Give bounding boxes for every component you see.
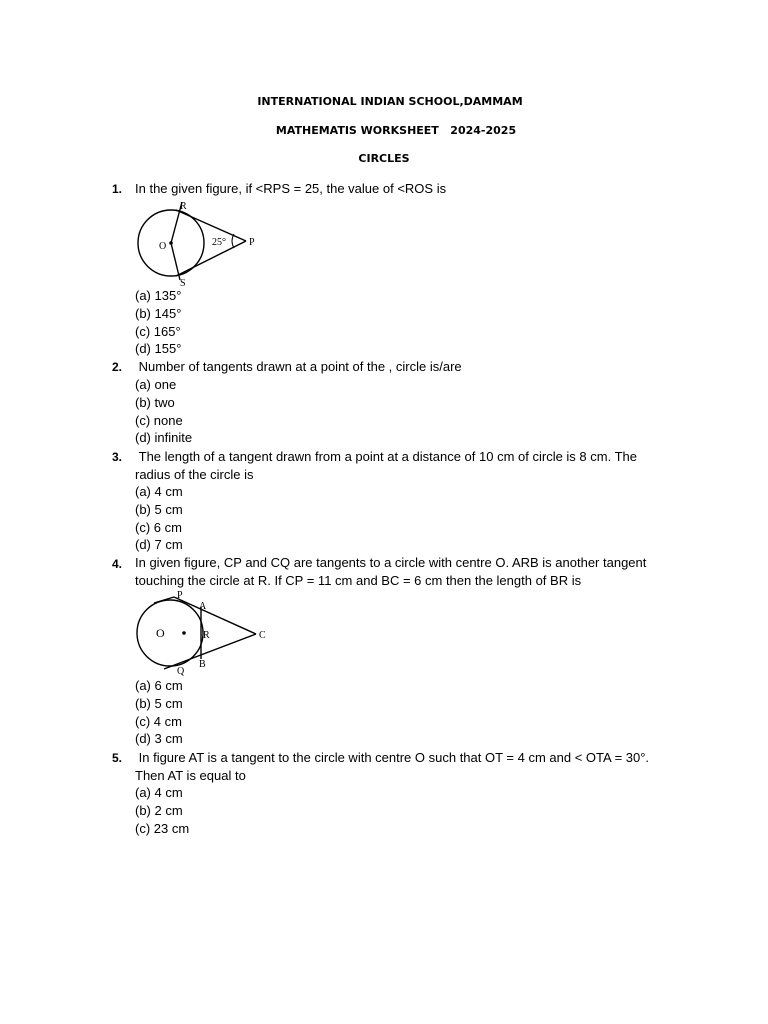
option-c: (c) 4 cm <box>135 713 182 729</box>
options-list <box>135 677 183 748</box>
options-list <box>135 784 189 837</box>
options-list <box>135 287 181 358</box>
option-b: (b) 2 cm <box>135 802 183 818</box>
label-p: P <box>249 237 255 248</box>
figure-tangents-from-p <box>134 196 274 293</box>
option-a: (a) 135° <box>135 288 182 303</box>
question-number: 1. <box>112 182 123 196</box>
circle-diagram-1 <box>134 196 274 288</box>
chapter-title: CIRCLES <box>358 152 410 165</box>
label-a: A <box>199 601 207 612</box>
option-a: (a) 4 cm <box>135 785 183 800</box>
label-r: R <box>180 201 187 212</box>
question-text: The length of a tangent drawn from a point at a distance of 10 cm of circle is 8 cm. The radius of the circle is <box>135 449 641 482</box>
question-text: In the given figure, if <RPS = 25, the value of <ROS is <box>135 181 447 196</box>
label-angle: 25° <box>212 237 226 248</box>
option-c: (c) 23 cm <box>135 820 190 836</box>
school-name: INTERNATIONAL INDIAN SCHOOL,DAMMAM <box>257 95 523 108</box>
options-list <box>135 376 192 447</box>
option-c: (c) 165° <box>135 323 181 339</box>
question-number: 5. <box>112 751 123 765</box>
question-text: In figure AT is a tangent to the circle with centre O such that OT = 4 cm and < OTA = 30°. Then AT is equal to <box>135 750 653 783</box>
question-text: In given figure, CP and CQ are tangents to a circle with centre O. ARB is another tangent touching the circle at R. If CP = 11 cm and BC = 6 cm then the length of BR is <box>135 555 650 588</box>
label-o: O <box>159 241 167 252</box>
option-a: (a) 6 cm <box>135 678 183 693</box>
label-c: C <box>259 630 266 641</box>
figure-tangents-from-c <box>134 590 274 683</box>
label-q: Q <box>177 666 185 677</box>
option-b: (b) 5 cm <box>135 501 183 517</box>
question-text: Number of tangents drawn at a point of the , circle is/are <box>135 359 462 374</box>
circle-diagram-2 <box>134 590 274 678</box>
label-r: R <box>203 630 210 641</box>
option-c: (c) none <box>135 412 183 428</box>
options-list <box>135 483 183 554</box>
option-d: (d) infinite <box>135 430 193 446</box>
question-number: 4. <box>112 557 123 571</box>
option-d: (d) 155° <box>135 341 182 357</box>
option-d: (d) 7 cm <box>135 537 183 553</box>
label-b: B <box>199 659 206 670</box>
label-o: O <box>156 626 165 640</box>
option-b: (b) 145° <box>135 305 182 321</box>
option-d: (d) 3 cm <box>135 731 183 747</box>
question-number: 2. <box>112 360 123 374</box>
label-p: P <box>177 590 183 601</box>
option-a: (a) 4 cm <box>135 484 183 499</box>
question-number: 3. <box>112 450 123 464</box>
label-s: S <box>180 278 186 288</box>
option-b: (b) 5 cm <box>135 695 183 711</box>
worksheet-title: MATHEMATIS WORKSHEET 2024-2025 <box>275 124 517 137</box>
option-c: (c) 6 cm <box>135 519 182 535</box>
option-b: (b) two <box>135 394 175 410</box>
option-a: (a) one <box>135 377 177 392</box>
